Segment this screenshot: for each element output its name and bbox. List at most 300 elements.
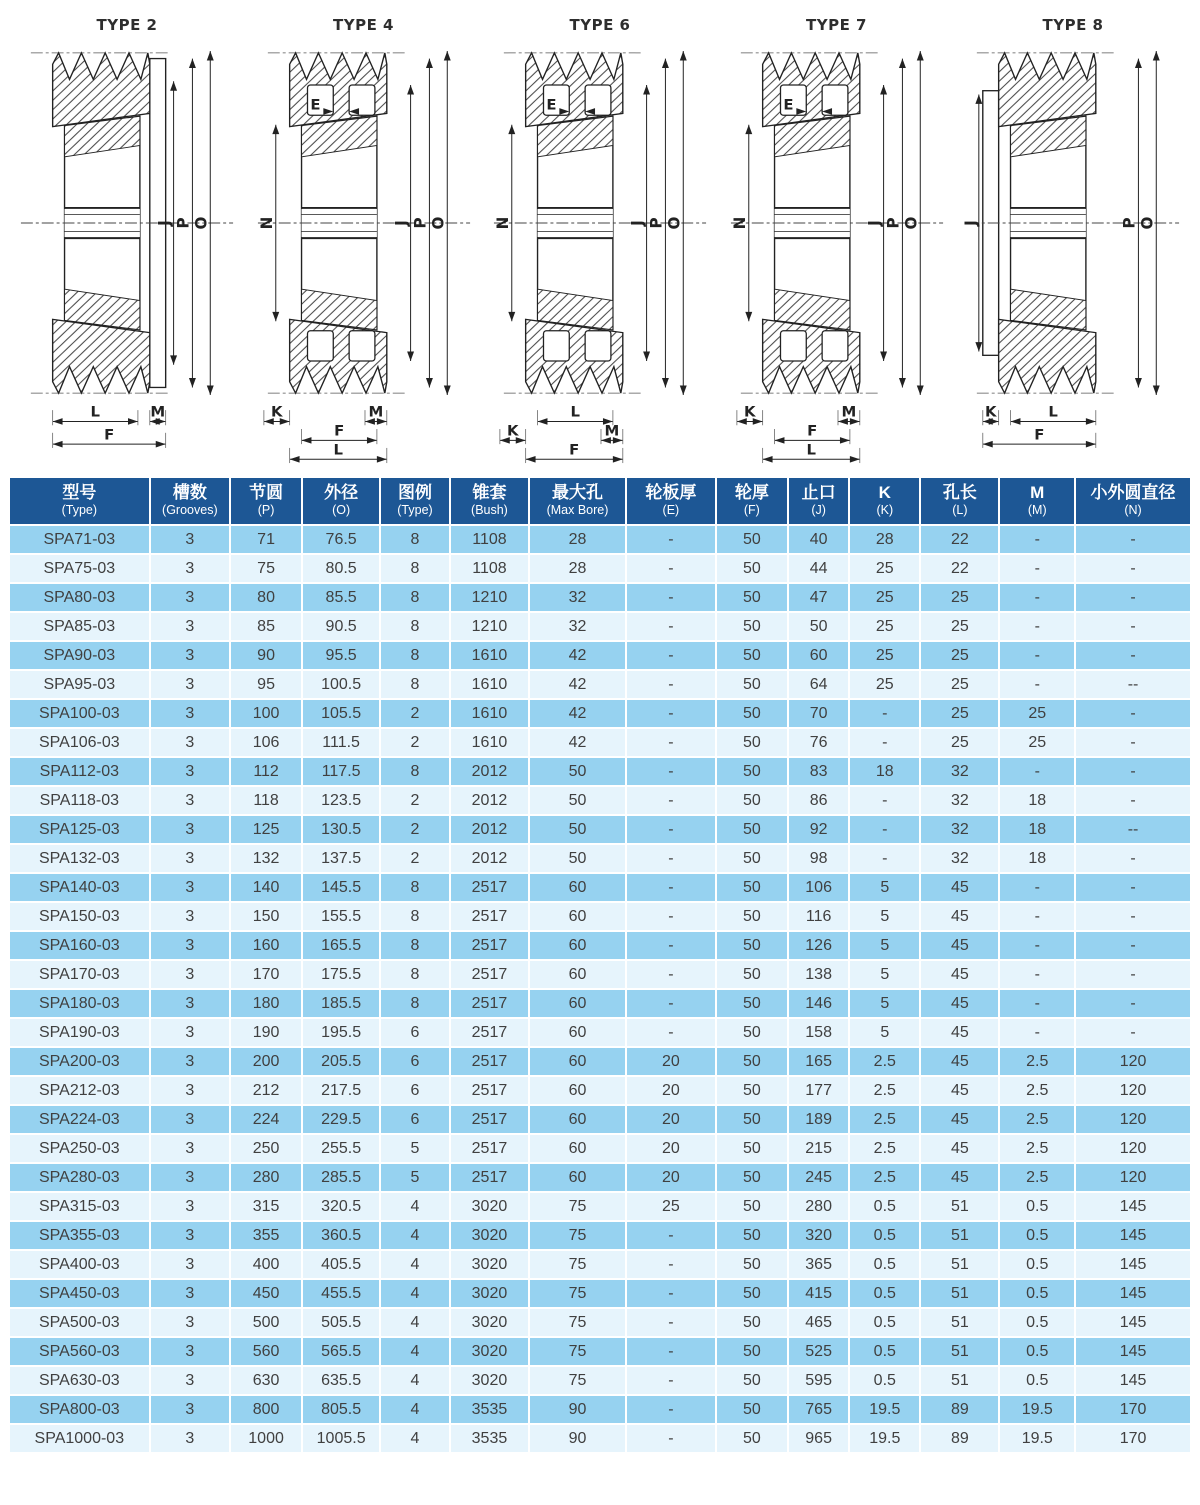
cell: 3: [150, 1192, 230, 1221]
cell: 5: [849, 1018, 920, 1047]
cell: -: [1075, 728, 1191, 757]
cell: 100: [230, 699, 302, 728]
svg-text:M: M: [150, 405, 166, 421]
cell: 50: [716, 1424, 788, 1453]
cell: -: [999, 902, 1075, 931]
cell: 25: [626, 1192, 716, 1221]
cell: -: [849, 786, 920, 815]
cell: 455.5: [302, 1279, 380, 1308]
cell: 106: [230, 728, 302, 757]
cell: 111.5: [302, 728, 380, 757]
cell: 25: [849, 583, 920, 612]
cell: 25: [920, 699, 999, 728]
cell: 0.5: [999, 1279, 1075, 1308]
cell: 2.5: [849, 1163, 920, 1192]
cell: 50: [716, 699, 788, 728]
cell: 224: [230, 1105, 302, 1134]
cell: 630: [230, 1366, 302, 1395]
cell: SPA170-03: [9, 960, 150, 989]
cell: 145: [1075, 1192, 1191, 1221]
cell: 105.5: [302, 699, 380, 728]
pulley-diagram-type-7: [722, 8, 952, 464]
cell: 130.5: [302, 815, 380, 844]
cell: 450: [230, 1279, 302, 1308]
cell: 1210: [450, 583, 529, 612]
svg-text:P: P: [883, 217, 903, 229]
cell: 50: [716, 1308, 788, 1337]
cell: 50: [716, 670, 788, 699]
cell: SPA500-03: [9, 1308, 150, 1337]
cell: -: [849, 844, 920, 873]
cell: 50: [716, 583, 788, 612]
cell: 28: [529, 554, 626, 583]
cell: 50: [716, 641, 788, 670]
cell: 125: [230, 815, 302, 844]
cell: -: [626, 1221, 716, 1250]
cell: -: [999, 612, 1075, 641]
cell: 3: [150, 554, 230, 583]
cell: 3: [150, 1018, 230, 1047]
pulley-diagram-type-8: [958, 8, 1188, 464]
cell: 25: [999, 699, 1075, 728]
cell: 525: [788, 1337, 849, 1366]
cell: 3: [150, 525, 230, 554]
cell: SPA190-03: [9, 1018, 150, 1047]
cell: 19.5: [849, 1424, 920, 1453]
cell: 185.5: [302, 989, 380, 1018]
cell: 315: [230, 1192, 302, 1221]
cell: -: [626, 902, 716, 931]
cell: 32: [920, 815, 999, 844]
pulley-drawing-svg: [13, 34, 241, 464]
cell: 45: [920, 960, 999, 989]
cell: -: [626, 989, 716, 1018]
cell: 25: [920, 641, 999, 670]
cell: 126: [788, 931, 849, 960]
cell: 6: [380, 1076, 450, 1105]
cell: 3020: [450, 1366, 529, 1395]
svg-text:O: O: [191, 216, 211, 230]
cell: SPA132-03: [9, 844, 150, 873]
cell: 90.5: [302, 612, 380, 641]
cell: 1005.5: [302, 1424, 380, 1453]
cell: SPA200-03: [9, 1047, 150, 1076]
cell: 3: [150, 728, 230, 757]
cell: 2517: [450, 1163, 529, 1192]
cell: 2517: [450, 1018, 529, 1047]
table-row: [9, 1163, 1191, 1192]
cell: 1610: [450, 699, 529, 728]
cell: -: [626, 1337, 716, 1366]
cell: 8: [380, 902, 450, 931]
cell: SPA85-03: [9, 612, 150, 641]
svg-text:E: E: [782, 97, 794, 114]
column-header: 止口 (J): [788, 477, 849, 525]
cell: -: [1075, 612, 1191, 641]
svg-text:L: L: [332, 442, 343, 459]
cell: 28: [849, 525, 920, 554]
cell: 22: [920, 525, 999, 554]
cell: 2.5: [849, 1105, 920, 1134]
cell: 50: [529, 786, 626, 815]
cell: 50: [529, 815, 626, 844]
cell: 25: [920, 583, 999, 612]
pulley-diagrams-section: [0, 0, 1200, 464]
cell: 170: [230, 960, 302, 989]
table-row: [9, 554, 1191, 583]
svg-text:O: O: [664, 216, 684, 230]
cell: 4: [380, 1308, 450, 1337]
cell: 1610: [450, 670, 529, 699]
cell: 32: [529, 612, 626, 641]
cell: 3: [150, 1076, 230, 1105]
cell: SPA150-03: [9, 902, 150, 931]
svg-text:M: M: [840, 405, 856, 421]
cell: 137.5: [302, 844, 380, 873]
cell: 3: [150, 641, 230, 670]
cell: 3: [150, 1105, 230, 1134]
svg-text:F: F: [104, 427, 115, 444]
cell: 355: [230, 1221, 302, 1250]
cell: 95.5: [302, 641, 380, 670]
cell: 165: [788, 1047, 849, 1076]
table-row: [9, 1250, 1191, 1279]
cell: -: [999, 670, 1075, 699]
cell: 50: [716, 989, 788, 1018]
cell: -: [626, 1366, 716, 1395]
cell: 45: [920, 1134, 999, 1163]
cell: -: [626, 1250, 716, 1279]
cell: -: [626, 699, 716, 728]
svg-text:E: E: [309, 97, 321, 114]
cell: 25: [849, 641, 920, 670]
cell: -: [1075, 1018, 1191, 1047]
cell: 415: [788, 1279, 849, 1308]
cell: 44: [788, 554, 849, 583]
cell: 25: [849, 554, 920, 583]
pulley-diagram-type-4: [249, 8, 479, 464]
cell: 1610: [450, 641, 529, 670]
cell: 3020: [450, 1308, 529, 1337]
cell: -: [626, 641, 716, 670]
cell: SPA224-03: [9, 1105, 150, 1134]
cell: 18: [999, 844, 1075, 873]
cell: -: [1075, 583, 1191, 612]
cell: SPA95-03: [9, 670, 150, 699]
cell: 3020: [450, 1337, 529, 1366]
cell: 215: [788, 1134, 849, 1163]
table-row: [9, 1076, 1191, 1105]
svg-text:O: O: [901, 216, 920, 230]
cell: 64: [788, 670, 849, 699]
cell: 2.5: [999, 1076, 1075, 1105]
svg-text:M: M: [367, 405, 383, 421]
cell: 2: [380, 728, 450, 757]
cell: 320.5: [302, 1192, 380, 1221]
cell: 75: [529, 1308, 626, 1337]
cell: SPA1000-03: [9, 1424, 150, 1453]
cell: 116: [788, 902, 849, 931]
cell: -: [1075, 873, 1191, 902]
cell: -: [626, 728, 716, 757]
cell: 50: [716, 757, 788, 786]
cell: 3535: [450, 1395, 529, 1424]
cell: 75: [529, 1337, 626, 1366]
cell: 565.5: [302, 1337, 380, 1366]
cell: 45: [920, 902, 999, 931]
svg-text:F: F: [806, 423, 817, 440]
cell: 4: [380, 1221, 450, 1250]
diagram-title: TYPE 2: [96, 16, 158, 34]
svg-text:F: F: [569, 442, 580, 459]
cell: SPA112-03: [9, 757, 150, 786]
cell: 80.5: [302, 554, 380, 583]
cell: -: [626, 1424, 716, 1453]
cell: -: [1075, 989, 1191, 1018]
cell: SPA75-03: [9, 554, 150, 583]
column-header: 外径 (O): [302, 477, 380, 525]
cell: 60: [529, 1134, 626, 1163]
cell: 3: [150, 757, 230, 786]
cell: 32: [529, 583, 626, 612]
cell: 2.5: [999, 1047, 1075, 1076]
cell: 90: [529, 1395, 626, 1424]
cell: 175.5: [302, 960, 380, 989]
column-header: 孔长 (L): [920, 477, 999, 525]
svg-text:L: L: [570, 405, 580, 421]
cell: 195.5: [302, 1018, 380, 1047]
cell: 60: [529, 1105, 626, 1134]
cell: 60: [529, 1047, 626, 1076]
cell: 0.5: [999, 1337, 1075, 1366]
table-row: [9, 1424, 1191, 1453]
cell: 3: [150, 583, 230, 612]
svg-text:M: M: [604, 423, 620, 440]
cell: 42: [529, 699, 626, 728]
cell: 50: [716, 873, 788, 902]
cell: 465: [788, 1308, 849, 1337]
column-header: 小外圆直径 (N): [1075, 477, 1191, 525]
cell: SPA212-03: [9, 1076, 150, 1105]
cell: 212: [230, 1076, 302, 1105]
cell: SPA355-03: [9, 1221, 150, 1250]
cell: 2012: [450, 757, 529, 786]
table-row: [9, 612, 1191, 641]
svg-text:J: J: [391, 220, 411, 226]
cell: 2.5: [999, 1105, 1075, 1134]
cell: 145: [1075, 1279, 1191, 1308]
cell: 75: [529, 1279, 626, 1308]
cell: -: [626, 786, 716, 815]
cell: 145: [1075, 1308, 1191, 1337]
cell: 25: [849, 670, 920, 699]
cell: 0.5: [849, 1308, 920, 1337]
pulley-drawing-svg: [486, 34, 714, 464]
cell: 60: [529, 1163, 626, 1192]
cell: 20: [626, 1163, 716, 1192]
cell: 28: [529, 525, 626, 554]
cell: 25: [999, 728, 1075, 757]
cell: 51: [920, 1192, 999, 1221]
cell: 150: [230, 902, 302, 931]
cell: 0.5: [849, 1337, 920, 1366]
cell: 140: [230, 873, 302, 902]
cell: -: [1075, 902, 1191, 931]
cell: 50: [716, 1250, 788, 1279]
cell: 765: [788, 1395, 849, 1424]
cell: 50: [716, 1337, 788, 1366]
cell: -: [999, 931, 1075, 960]
cell: 45: [920, 1047, 999, 1076]
cell: 365: [788, 1250, 849, 1279]
cell: 0.5: [999, 1308, 1075, 1337]
svg-text:K: K: [743, 405, 756, 421]
table-row: [9, 1134, 1191, 1163]
cell: -: [626, 844, 716, 873]
cell: 5: [849, 902, 920, 931]
cell: 83: [788, 757, 849, 786]
pulley-drawing-svg: [723, 34, 951, 464]
cell: 2517: [450, 931, 529, 960]
cell: 177: [788, 1076, 849, 1105]
svg-text:J: J: [628, 220, 647, 226]
cell: 500: [230, 1308, 302, 1337]
cell: 3020: [450, 1250, 529, 1279]
cell: 0.5: [999, 1250, 1075, 1279]
cell: 190: [230, 1018, 302, 1047]
svg-text:J: J: [961, 220, 980, 226]
spec-table-body: [9, 525, 1191, 1453]
cell: 18: [999, 815, 1075, 844]
cell: 70: [788, 699, 849, 728]
cell: -: [999, 960, 1075, 989]
cell: 250: [230, 1134, 302, 1163]
cell: 189: [788, 1105, 849, 1134]
cell: 50: [716, 1279, 788, 1308]
cell: 180: [230, 989, 302, 1018]
cell: 42: [529, 641, 626, 670]
cell: 2012: [450, 786, 529, 815]
svg-text:O: O: [1137, 216, 1157, 230]
cell: -: [626, 931, 716, 960]
cell: 32: [920, 757, 999, 786]
cell: 50: [716, 844, 788, 873]
cell: 50: [716, 960, 788, 989]
column-header: 轮厚 (F): [716, 477, 788, 525]
cell: 60: [529, 873, 626, 902]
cell: 2.5: [849, 1047, 920, 1076]
cell: SPA450-03: [9, 1279, 150, 1308]
table-row: [9, 960, 1191, 989]
cell: 965: [788, 1424, 849, 1453]
cell: SPA71-03: [9, 525, 150, 554]
cell: 800: [230, 1395, 302, 1424]
table-row: [9, 525, 1191, 554]
cell: 51: [920, 1366, 999, 1395]
cell: 51: [920, 1308, 999, 1337]
table-row: [9, 1279, 1191, 1308]
cell: SPA80-03: [9, 583, 150, 612]
spec-table-section: [0, 464, 1200, 1454]
cell: 2: [380, 786, 450, 815]
cell: 8: [380, 989, 450, 1018]
cell: 320: [788, 1221, 849, 1250]
cell: 120: [1075, 1076, 1191, 1105]
cell: 5: [849, 989, 920, 1018]
cell: 3: [150, 670, 230, 699]
cell: SPA140-03: [9, 873, 150, 902]
cell: 50: [716, 1221, 788, 1250]
table-row: [9, 1105, 1191, 1134]
cell: 4: [380, 1337, 450, 1366]
cell: 50: [716, 786, 788, 815]
cell: SPA315-03: [9, 1192, 150, 1221]
cell: 8: [380, 525, 450, 554]
cell: 3: [150, 960, 230, 989]
cell: 1000: [230, 1424, 302, 1453]
table-row: [9, 1047, 1191, 1076]
cell: 145: [1075, 1366, 1191, 1395]
cell: 6: [380, 1047, 450, 1076]
cell: 75: [529, 1250, 626, 1279]
svg-text:F: F: [1034, 427, 1045, 444]
cell: 5: [380, 1163, 450, 1192]
svg-text:F: F: [333, 423, 344, 440]
svg-text:K: K: [270, 405, 283, 421]
cell: 92: [788, 815, 849, 844]
cell: 4: [380, 1395, 450, 1424]
cell: 47: [788, 583, 849, 612]
cell: 595: [788, 1366, 849, 1395]
cell: -: [1075, 786, 1191, 815]
pulley-drawing: [959, 34, 1187, 464]
cell: 635.5: [302, 1366, 380, 1395]
svg-text:J: J: [864, 220, 884, 226]
column-header: M (M): [999, 477, 1075, 525]
cell: 3535: [450, 1424, 529, 1453]
cell: 3: [150, 1395, 230, 1424]
cell: 5: [849, 960, 920, 989]
cell: -: [626, 815, 716, 844]
cell: 0.5: [999, 1366, 1075, 1395]
cell: 400: [230, 1250, 302, 1279]
cell: 2517: [450, 1076, 529, 1105]
cell: 45: [920, 873, 999, 902]
cell: 120: [1075, 1047, 1191, 1076]
cell: 85.5: [302, 583, 380, 612]
cell: 2: [380, 815, 450, 844]
cell: 75: [529, 1366, 626, 1395]
column-header: K (K): [849, 477, 920, 525]
table-row: [9, 699, 1191, 728]
pulley-drawing: [723, 34, 951, 464]
cell: 4: [380, 1250, 450, 1279]
cell: -: [1075, 757, 1191, 786]
cell: 50: [716, 1366, 788, 1395]
cell: 20: [626, 1134, 716, 1163]
cell: 100.5: [302, 670, 380, 699]
cell: 50: [716, 612, 788, 641]
cell: 8: [380, 554, 450, 583]
cell: -: [999, 525, 1075, 554]
cell: 75: [230, 554, 302, 583]
pulley-drawing: [486, 34, 714, 464]
cell: 8: [380, 757, 450, 786]
cell: 160: [230, 931, 302, 960]
cell: --: [1075, 815, 1191, 844]
svg-text:N: N: [493, 216, 512, 230]
svg-text:P: P: [1120, 217, 1139, 229]
